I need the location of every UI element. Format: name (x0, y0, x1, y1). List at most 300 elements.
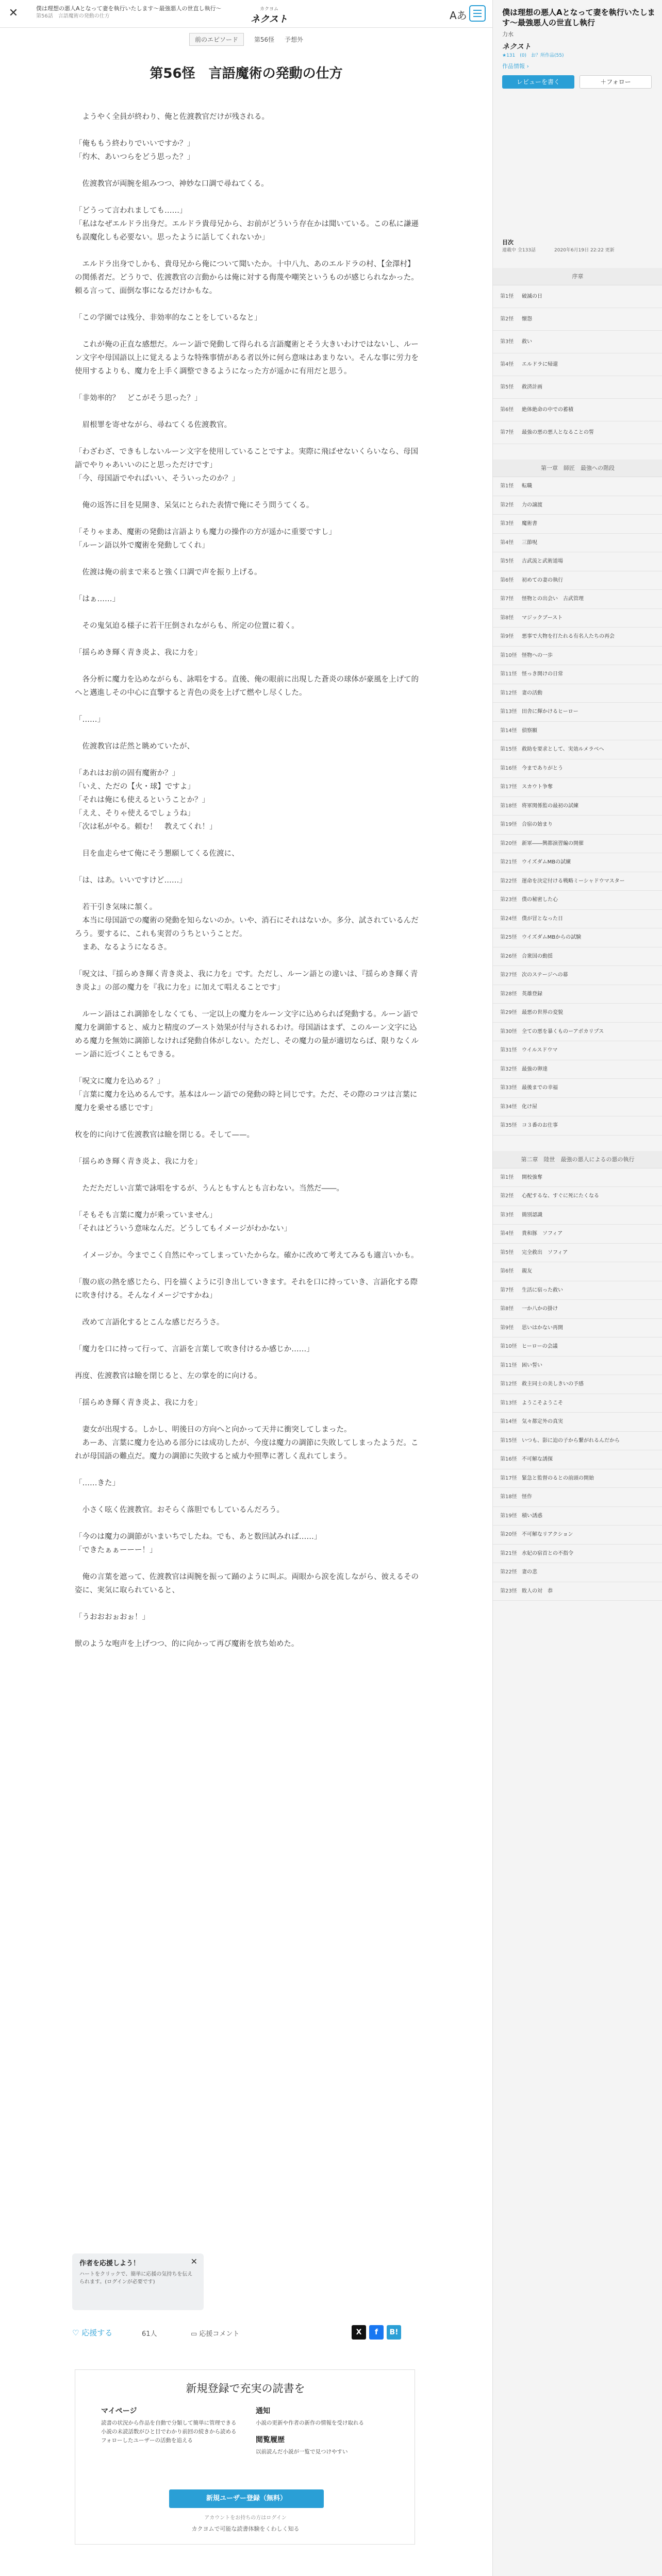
body-paragraph: 若干引き気味に頷く。 (75, 903, 157, 911)
signup-history-heading: 閲覧履歴 (256, 2436, 285, 2444)
body-paragraph: 小さく呟く佐渡教官。おそらく落胆でもしているんだろう。 (75, 1506, 284, 1514)
toc-item-number: 第20怪 (500, 840, 517, 846)
toc-item-label: ウイズダムMBからの試験 (522, 935, 582, 941)
body-paragraph: 「……」 (75, 716, 105, 724)
toc-item[interactable] (493, 1507, 662, 1526)
body-paragraph: 「そりゃまあ、魔術の発動は言語よりも魔力の操作の方が遥かに重要ですし」 (75, 528, 336, 536)
toc-list (493, 268, 662, 1601)
toc-item-label: 今までありがとう (522, 765, 563, 771)
toc-item[interactable] (493, 1098, 662, 1117)
toc-item[interactable] (493, 1116, 662, 1136)
toc-item[interactable] (493, 740, 662, 759)
toc-item-number: 第31怪 (500, 1047, 517, 1054)
toc-item-label: 水妃の宿首との不指令 (522, 1550, 573, 1556)
body-paragraph: 「ルーン語以外で魔術を発動してくれ」 (75, 541, 209, 550)
toc-item[interactable] (493, 1469, 662, 1488)
body-paragraph: 「あれはお前の固有魔術か？」 (75, 769, 179, 777)
header-title[interactable] (36, 5, 222, 20)
x-share-icon[interactable]: X (352, 2325, 366, 2340)
toc-item-label: コ３番のお仕事 (522, 1123, 558, 1129)
toc-item-label: 不可解なリアクション (522, 1532, 573, 1538)
toc-item-number: 第8怪 (500, 1306, 514, 1312)
body-paragraph (75, 1597, 420, 1611)
register-button[interactable]: 新規ユーザー登録（無料） (169, 2489, 324, 2508)
toc-item-number: 第22怪 (500, 1569, 517, 1575)
toc-item-number: 第1怪 (500, 1174, 514, 1180)
toc-item-number: 第4怪 (500, 539, 514, 546)
toc-item[interactable] (493, 552, 662, 571)
toc-item[interactable] (493, 1545, 662, 1564)
toc-item-label: 僕が冒となった日 (522, 916, 563, 922)
toc-item-number: 第1怪 (500, 483, 514, 489)
toc-item[interactable] (493, 778, 662, 797)
toc-section[interactable]: 序章 (493, 268, 662, 285)
toc-item-label: ようこそようこそ (522, 1400, 563, 1406)
body-paragraph (75, 378, 420, 392)
toc-item-label: 不可解な誘探 (522, 1456, 553, 1463)
toc-item[interactable] (493, 891, 662, 910)
toc-item[interactable] (493, 515, 662, 534)
body-paragraph: 俺の返答に目を見開き、呆気にとられた表情で俺にそう問うてくる。 (75, 501, 314, 510)
body-paragraph: 「できたぁぁーーー！」 (75, 1546, 157, 1554)
toc-item[interactable] (493, 1450, 662, 1469)
comment-icon: ▭ (191, 2330, 200, 2338)
follow-button[interactable]: ＋フォロー (580, 75, 652, 89)
toc-item-number: 第3怪 (500, 339, 514, 345)
sidebar (492, 0, 662, 2576)
toc-item[interactable] (493, 872, 662, 891)
toc-item-number: 第17怪 (500, 784, 517, 790)
toc-item-number: 第2怪 (500, 502, 514, 508)
toc-item-number: 第3怪 (500, 1212, 514, 1218)
toc-item-number: 第11怪 (500, 671, 517, 677)
toc-item[interactable] (493, 797, 662, 816)
body-paragraph: 「非効率的？ どこがそう思った？」 (75, 394, 202, 402)
body-paragraph (75, 1624, 420, 1637)
body-paragraph: 本当に母国語での魔術の発動を知らないのか。いや、消石にそれはないか。多分、試されているんだろう。要するに、これも実習のうちということだ。 (75, 917, 419, 938)
toc-item[interactable] (493, 1375, 662, 1394)
signup-title: 新規登録で充実の読書を (186, 2382, 305, 2395)
toc-item[interactable] (493, 1041, 662, 1060)
toc-item-label: 救主同士の美しきいの予感 (522, 1381, 584, 1387)
body-paragraph (75, 1356, 420, 1369)
body-paragraph: 「わざわざ、できもしないルーン文字を使用していることですよ。実際に飛ばせないくらいなら、母国語でやりゃあいいのにと思っただけです」 (75, 448, 419, 469)
support-text: ハートをクリックで、簡単に応援の気持ちを伝えられます。(ログインが必要です) (79, 2272, 193, 2285)
body-paragraph (75, 1168, 420, 1182)
toc-item-label: 古武流と武術道場 (522, 558, 563, 565)
toc-item-label: 親友 (522, 1268, 532, 1275)
toc-item-number: 第7怪 (500, 1287, 514, 1293)
toc-item[interactable] (493, 1300, 662, 1319)
toc-item-label: 力の譲渡 (522, 502, 542, 508)
toc-item[interactable] (493, 1526, 662, 1545)
toc-item[interactable] (493, 1357, 662, 1376)
body-paragraph (75, 1235, 420, 1249)
facebook-share-icon[interactable]: f (369, 2325, 384, 2340)
toc-item-label: ヒーローの会議 (522, 1344, 558, 1350)
toc-item-number: 第29怪 (500, 1010, 517, 1016)
toc-item-label: スカウト争奪 (522, 784, 553, 790)
toc-item-label: エルドラに帰還 (522, 362, 558, 367)
toc-item-number: 第5怪 (500, 1249, 514, 1256)
body-paragraph (75, 244, 420, 258)
toc-item-label: 完全救出 ソフィア (522, 1249, 568, 1256)
menu-icon[interactable] (469, 5, 486, 22)
body-paragraph (75, 1517, 420, 1530)
body-paragraph (75, 579, 420, 592)
toc-item-label: 敗人の対 恭 (522, 1588, 553, 1594)
toc-item-number: 第12怪 (500, 690, 517, 696)
toc-section[interactable]: 第一章 師匠 最強への階段 (493, 460, 662, 477)
signup-mypage (101, 2407, 251, 2445)
body-paragraph (75, 191, 420, 204)
body-paragraph: まあ、なるようになるさ。 (75, 943, 172, 952)
toc-item[interactable] (493, 1582, 662, 1601)
body-paragraph (75, 485, 420, 499)
toc-item-number: 第22怪 (500, 878, 517, 884)
toc-item-label: 最強の悪の悪人となることの誓 (522, 430, 594, 435)
toc-item-number: 第7怪 (500, 596, 514, 602)
body-paragraph: 「呪文に魔力を込める？」 (75, 1077, 164, 1086)
body-paragraph: エルドラ出身でしかも、貴母兄から俺について聞いたか。十中八九、あのエルドラの村、【金澤村】の関係者だ。どうりで、佐渡教官の言動からは俺に対する侮蔑や嘲笑というものが感じられなかった。頼る言って、面倒な事になるだけかもな。 (75, 260, 419, 295)
toc-item-label: 開校強奪 (522, 1174, 542, 1180)
about-link[interactable]: カクヨムで可能な読書体験をくわしく知る (191, 2526, 300, 2532)
toc-item-label: 救い (522, 339, 532, 345)
toc-item[interactable] (493, 1281, 662, 1300)
body-paragraph: 「今のは魔力の調節がいまいちでしたね。でも、あと数回試みれば……」 (75, 1533, 322, 1541)
signup-feature: フォローしたユーザーの活動を追える (101, 2437, 193, 2444)
body-paragraph (75, 659, 420, 673)
toc-item-label: 緊急と監督のるとの前頭の開始 (522, 1475, 594, 1481)
body-paragraph: 「揺らめき輝く青き炎よ、我に力を」 (75, 649, 202, 657)
toc-item-number: 第3怪 (500, 521, 514, 527)
toc-item[interactable] (493, 477, 662, 496)
toc-item[interactable] (493, 1337, 662, 1357)
body-paragraph: 「どうって言われましても……」 (75, 207, 187, 215)
toc-item-label: 合衆国の動揺 (522, 953, 553, 959)
body-paragraph (75, 860, 420, 874)
toc-item[interactable] (493, 1394, 662, 1413)
body-paragraph (75, 1142, 420, 1155)
toc-item[interactable] (493, 571, 662, 590)
toc-item-number: 第23怪 (500, 897, 517, 903)
toc-item-label: 最強の卵達 (522, 1066, 548, 1072)
toc-item-number: 第6怪 (500, 1268, 514, 1275)
toc-item-label: マジックブースト (522, 615, 563, 621)
toc-item-number: 第6怪 (500, 407, 514, 413)
toc-item[interactable] (493, 421, 662, 444)
body-paragraph: 「今、母国語でやればいい、そういったのか？」 (75, 474, 239, 483)
toc-item-number: 第9怪 (500, 634, 514, 640)
episode-main (0, 28, 492, 2576)
toc-item[interactable] (493, 928, 662, 947)
toc-item-label: 心配するな、すぐに死にたくなる (522, 1193, 599, 1199)
signup-mypage-heading: マイページ (101, 2407, 137, 2415)
toc-item[interactable] (493, 1168, 662, 1188)
body-paragraph: イメージか。今までこく自然にやってしまっていたからな。確かに改めて考えてみるも適言いかも。 (75, 1251, 419, 1260)
toc-item[interactable] (493, 835, 662, 854)
body-paragraph: ようやく全員が終わり、俺と佐渡教官だけが残される。 (75, 113, 269, 121)
toc-item[interactable] (493, 590, 662, 609)
toc-item-label: いつも、影に迫の子から繋がれるんだから (522, 1437, 620, 1444)
body-paragraph (75, 606, 420, 619)
body-paragraph: 「はぁ……」 (75, 595, 120, 603)
toc-item-number: 第25怪 (500, 935, 517, 941)
toc-item[interactable] (493, 1206, 662, 1225)
support-title: 作者を応援しよう！ (79, 2260, 140, 2267)
toc-item[interactable] (493, 1225, 662, 1244)
body-paragraph (75, 1061, 420, 1075)
like-label: 応援する (81, 2328, 113, 2337)
toc-item[interactable] (493, 966, 662, 985)
toc-item-number: 第19怪 (500, 822, 517, 828)
toc-item-label: 一か八かの掛け (522, 1306, 558, 1312)
toc-item-label: ウイルスドウマ (522, 1047, 558, 1054)
episode-actions (72, 2323, 418, 2344)
toc-item-number: 第10怪 (500, 652, 517, 658)
body-paragraph (75, 753, 420, 767)
toc-item-label: 田舎に輝かけるヒーロー (522, 709, 578, 715)
toc-item-number: 第21怪 (500, 859, 517, 866)
close-icon[interactable]: ✕ (190, 2257, 197, 2266)
toc-item-label: 次のステージへの幕 (522, 972, 568, 978)
body-paragraph: 佐渡教官が両腕を組みつつ、神妙な口調で尋ねてくる。 (75, 180, 269, 188)
body-paragraph (75, 1383, 420, 1396)
toc-item-label: 妻の活動 (522, 690, 542, 696)
signup-feature: 以前読んだ小説が一覧で見つけやすい (256, 2449, 348, 2455)
toc-item-number: 第20怪 (500, 1532, 517, 1538)
body-paragraph (75, 164, 420, 177)
body-paragraph (75, 298, 420, 311)
toc-item-label: 初めての妻の執行 (522, 577, 563, 583)
episode-body (75, 110, 420, 1651)
toc-item-number: 第9怪 (500, 1325, 514, 1331)
toc-meta: 連載中 全133話 2020年6月19日 22:22 更新 (502, 248, 615, 253)
body-paragraph (75, 552, 420, 566)
toc-item-number: 第21怪 (500, 1550, 517, 1556)
toc-item[interactable] (493, 609, 662, 628)
body-paragraph: 俺の言葉を遮って、佐渡教官は両腕を振って踊のように叫ぶ。両眼から涙を流しながら、彼えるその姿に、実気に取られていると、 (75, 1573, 419, 1595)
toc-item-number: 第1怪 (500, 294, 514, 299)
body-paragraph: 目を血走らせて俺にそう懇願してくる佐渡に、 (75, 850, 239, 858)
toc-item[interactable] (493, 647, 662, 666)
header-episode-title: 第56話 言語魔術の発動の仕方 (36, 13, 110, 19)
toc-item[interactable] (493, 759, 662, 778)
body-paragraph (75, 1557, 420, 1570)
toc-item-number: 第14怪 (500, 727, 517, 734)
toc-item[interactable] (493, 353, 662, 376)
body-paragraph: ルーン語はこれ調節をしなくても、一定以上の魔力をルーン文字に込められば発動する。ルーン語で魔力を調節すると、威力と精度のブースト効果が付与されるわけ。母国語はまず、このルーン文字に込める魔力を無効に調節しなければ発動自体がしない。ただし、その魔力の量が適切ならば、限りなくルーン語に近づくこともできる。 (75, 1010, 419, 1059)
toc-item-number: 第13怪 (500, 1400, 517, 1406)
toc-item[interactable] (493, 947, 662, 967)
toc-item-number: 第18怪 (500, 1494, 517, 1500)
toc-item[interactable] (493, 1244, 662, 1263)
toc-item-number: 第8怪 (500, 615, 514, 621)
toc-item-label: ウイズダムMBの試練 (522, 859, 571, 866)
prev-episode-button[interactable]: 前のエピソード (189, 33, 244, 46)
like-button[interactable] (72, 2327, 112, 2338)
toc-item[interactable] (493, 665, 662, 684)
body-paragraph (75, 726, 420, 740)
toc-item[interactable] (493, 1432, 662, 1451)
toc-item-number: 第5怪 (500, 558, 514, 565)
review-button[interactable]: レビューを書く (502, 75, 574, 89)
toc-item[interactable] (493, 703, 662, 722)
body-paragraph (75, 512, 420, 526)
toc-item-number: 第28怪 (500, 991, 517, 997)
body-paragraph: 「俺ももう終わりでいいですか？」 (75, 140, 194, 148)
body-paragraph: その鬼気迫る様子に若干圧倒されながらも、所定の位置に着く。 (75, 622, 299, 630)
toc-item-number: 第15怪 (500, 1437, 517, 1444)
close-icon[interactable]: ✕ (8, 7, 19, 20)
work-meta: ★131 (0) お？所作品(55) (502, 53, 564, 58)
site-logo[interactable] (233, 5, 305, 25)
body-paragraph: 「……きた」 (75, 1479, 120, 1487)
toc-item-number: 第26怪 (500, 953, 517, 959)
toc-item[interactable] (493, 684, 662, 703)
body-paragraph: 眉根罪を寄せながら、尋ねてくる佐渡教官。 (75, 421, 232, 429)
body-paragraph (75, 1115, 420, 1128)
body-paragraph (75, 954, 420, 968)
font-size-button[interactable]: Aあ (450, 9, 467, 22)
toc-item[interactable] (493, 1488, 662, 1507)
body-paragraph: 「この学園では残分、非効率的なことをしているなと」 (75, 314, 262, 322)
toc-item-number: 第32怪 (500, 1066, 517, 1072)
toc-item-number: 第14怪 (500, 1419, 517, 1425)
body-paragraph (75, 325, 420, 338)
signup-feature: 小説の更新や作者の新作の情報を受け取れる (256, 2420, 364, 2426)
toc-item[interactable] (493, 399, 662, 421)
body-paragraph: 妻女が出現する。しかし、明後日の方向へと向かって天井に衝突してしまった。 (75, 1426, 352, 1434)
toc-item-number: 第33怪 (500, 1085, 517, 1091)
toc-item[interactable] (493, 1004, 662, 1023)
toc-item-number: 第17怪 (500, 1475, 517, 1481)
toc-item-number: 第10怪 (500, 1344, 517, 1350)
sidebar-logo: ネクスト (502, 43, 531, 51)
body-paragraph: 枚を的に向けて佐渡教官は瞼を閉じる。そして——。 (75, 1131, 254, 1139)
toc-item-label: 救助を要求として、実効ルメラベヘ (522, 747, 604, 753)
toc-item-number: 第23怪 (500, 1588, 517, 1594)
body-paragraph: これが俺の正直な感想だ。ルーン語で発動して得られる言語魔術とそう大きいわけではないし、ルーン文字や母国語以上に覚えるような特殊事情がある者以外に何ら意味はあまりない。そんな事に労力を使用するよりも、魔力を上手く調整できるようになった方が遥かに有用だと思う。 (75, 341, 419, 376)
toc-item-label: 悪事で大物を打たれる有名人たちの再会 (522, 634, 615, 640)
body-paragraph (75, 432, 420, 445)
toc-item-label: 貴和豚 ソフィア (522, 1231, 563, 1237)
toc-item-number: 第35怪 (500, 1123, 517, 1129)
toc-item-label: 最後までの幸福 (522, 1085, 558, 1091)
login-link[interactable]: アカウントをお持ちの方はログイン (204, 2515, 287, 2521)
body-paragraph (75, 1410, 420, 1423)
body-paragraph: あーあ、言葉に魔力を込める部分には成功したが、今度は魔力の調節に失敗してしまったようだ。これが母国語の難点だ。魔力の調節に失敗すると威力や照準に著しく乱れてしまう。 (75, 1439, 419, 1461)
toc-heading: 目次 (502, 239, 514, 246)
like-count[interactable]: 61人 (142, 2330, 157, 2338)
toc-item[interactable] (493, 1262, 662, 1281)
body-paragraph: 「呪文は、『揺らめき輝く青き炎よ、我に力を』です。ただし、ルーン語との違いは、『揺らめき輝く青き炎よ』の部の魔力を『我に力を』に加えて唱えることです」 (75, 970, 418, 992)
header-work-title[interactable]: 僕は理想の悪人Aとなって妻を執行いたします〜最強悪人の世直し執行〜 (36, 5, 222, 12)
toc-item[interactable] (493, 285, 662, 308)
toc-item[interactable] (493, 853, 662, 872)
toc-item[interactable] (493, 308, 662, 331)
body-paragraph: 再度、佐渡教官は瞼を閉じると、左の掌を的に向ける。 (75, 1372, 262, 1380)
toc-item-number: 第2怪 (500, 1193, 514, 1199)
toc-item-label: 困い誓い (522, 1362, 542, 1368)
body-paragraph: 「は、はあ。いいですけど……」 (75, 876, 187, 885)
body-paragraph: 「次は私がやる。頼む！ 教えてくれ！」 (75, 823, 217, 831)
work-info-link[interactable]: 作品情報 › (502, 63, 529, 70)
episode-nav (0, 28, 492, 45)
toc-item[interactable] (493, 910, 662, 929)
body-paragraph: ただただしい言葉で詠唱をするが、うんともすんとも言わない。当然だ――。 (75, 1184, 344, 1193)
toc-item-number: 第24怪 (500, 916, 517, 922)
toc-item[interactable] (493, 1319, 662, 1338)
body-paragraph (75, 1463, 420, 1477)
body-paragraph (75, 1329, 420, 1343)
toc-item-number: 第30怪 (500, 1028, 517, 1035)
toc-item[interactable] (493, 331, 662, 353)
toc-item[interactable] (493, 628, 662, 647)
toc-item-label: 化け屋 (522, 1104, 537, 1110)
author-name[interactable]: 力水 (502, 31, 514, 38)
toc-item-number: 第18怪 (500, 803, 517, 809)
body-paragraph: 改めて言語化するとこんな感じだろうさ。 (75, 1318, 224, 1327)
body-paragraph (75, 633, 420, 646)
body-paragraph: 「それはどういう意味なんだ。どうしてもイメージがわかない」 (75, 1225, 292, 1233)
comment-button[interactable] (191, 2328, 239, 2338)
body-paragraph (75, 1302, 420, 1316)
body-paragraph (75, 887, 420, 901)
body-paragraph: 獣のような咆声を上げつつ、的に向かって再び魔術を放ち始めた。 (75, 1640, 299, 1648)
toc-item-label: 簡別認識 (522, 1212, 542, 1218)
toc-item[interactable] (493, 376, 662, 399)
toc-item-number: 第5怪 (500, 384, 514, 390)
toc-item-number: 第6怪 (500, 577, 514, 583)
toc-item-label: 偵察願 (522, 727, 537, 734)
support-prompt (72, 2253, 204, 2310)
body-paragraph (75, 1490, 420, 1503)
body-paragraph: 「そもそも言葉に魔力が乗っていません」 (75, 1211, 217, 1219)
toc-item[interactable] (493, 722, 662, 741)
toc-item-label: 破滅の日 (522, 294, 542, 299)
toc-item[interactable] (493, 534, 662, 553)
toc-item-label: 将軍関係監の最初の試練 (522, 803, 578, 809)
toc-item[interactable] (493, 985, 662, 1004)
body-paragraph: 「言葉に魔力を込めるんです。基本はルーン語での発動の時と同じです。ただ、その際のコツは言葉に魔力を乗せる感じです」 (75, 1091, 418, 1112)
toc-item[interactable] (493, 816, 662, 835)
toc-item[interactable] (493, 1187, 662, 1206)
body-paragraph (75, 405, 420, 418)
toc-item-number: 第19怪 (500, 1513, 517, 1519)
toc-item-number: 第16怪 (500, 765, 517, 771)
toc-item-label: 気々都定外の真実 (522, 1419, 563, 1425)
body-paragraph (75, 124, 420, 137)
body-paragraph: 「揺らめき輝く青き炎よ、我に力を」 (75, 1158, 202, 1166)
body-paragraph (75, 1195, 420, 1209)
hatena-share-icon[interactable]: B! (387, 2325, 401, 2340)
toc-section[interactable]: 第二章 陸世 最強の悪人によるの悪の執行 (493, 1151, 662, 1168)
work-title[interactable]: 僕は理想の悪人Aとなって妻を執行いたします〜最強悪人の世直し執行 (502, 8, 655, 27)
toc-item[interactable] (493, 496, 662, 515)
toc-item[interactable] (493, 1023, 662, 1042)
toc-item-label: 最悪の世界の変貌 (522, 1010, 563, 1016)
toc-item-number: 第27怪 (500, 972, 517, 978)
toc-item[interactable] (493, 1563, 662, 1582)
toc-item[interactable] (493, 1079, 662, 1098)
toc-item[interactable] (493, 1060, 662, 1079)
toc-item-label: 合宿の始まり (522, 822, 553, 828)
toc-item-label: 妻の悲 (522, 1569, 537, 1575)
toc-item[interactable] (493, 1413, 662, 1432)
episode-title: 第56怪 言語魔術の発動の仕方 (150, 66, 343, 81)
toc-item-number: 第2怪 (500, 316, 514, 322)
